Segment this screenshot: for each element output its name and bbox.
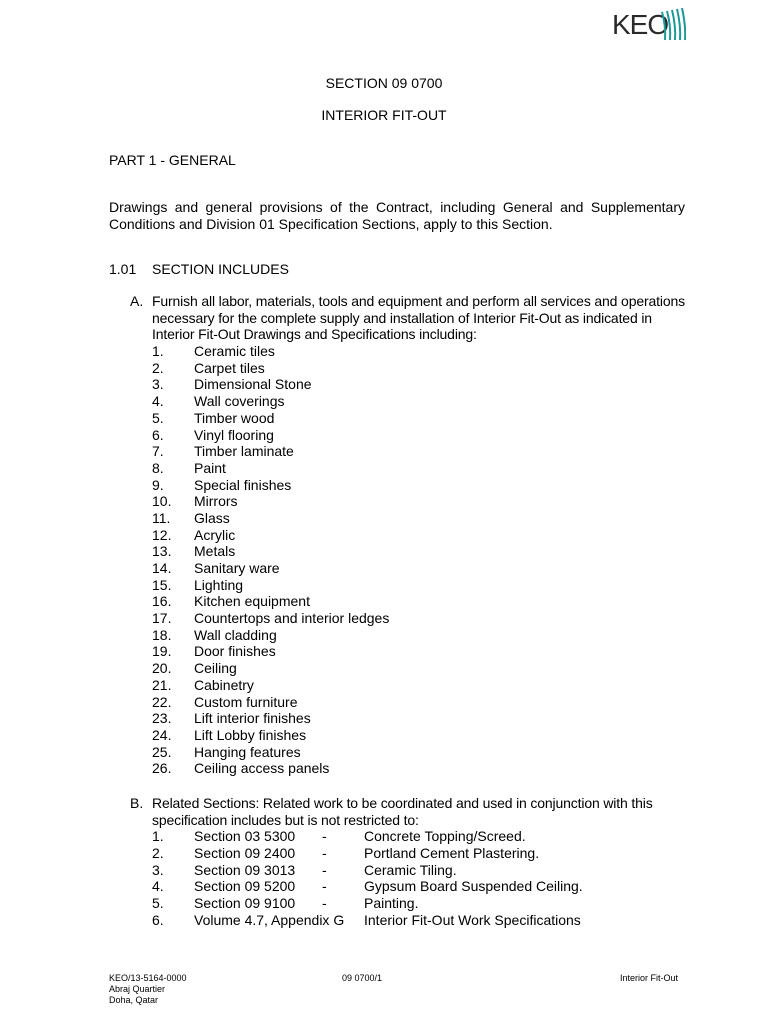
list-item bbox=[152, 727, 686, 744]
list-item bbox=[152, 460, 686, 477]
intro-paragraph: Drawings and general provisions of the Contract, including General and Supplementary Conditions and Division 01 Specification Sections, apply to this Section. bbox=[109, 199, 685, 232]
list-item bbox=[152, 912, 686, 929]
list-item-number: 6. bbox=[152, 911, 164, 928]
list-item-dash: - bbox=[322, 895, 327, 912]
list-item-number: 17. bbox=[152, 610, 172, 627]
list-item-text: Lighting bbox=[194, 576, 244, 593]
list-item bbox=[152, 593, 686, 610]
list-item bbox=[152, 376, 686, 393]
list-item-number: 21. bbox=[152, 676, 172, 693]
list-item-number: 1. bbox=[152, 828, 164, 845]
list-item-number: 18. bbox=[152, 626, 172, 643]
list-item bbox=[152, 510, 686, 527]
list-item-number: 25. bbox=[152, 743, 172, 760]
list-item-text: Wall cladding bbox=[194, 626, 277, 643]
related-sections-list bbox=[152, 828, 686, 928]
list-item bbox=[152, 577, 686, 594]
list-item bbox=[152, 610, 686, 627]
list-item bbox=[152, 493, 686, 510]
list-item-number: 24. bbox=[152, 726, 172, 743]
list-item-text: Timber laminate bbox=[194, 443, 294, 460]
list-item-number: 16. bbox=[152, 593, 172, 610]
list-item bbox=[152, 427, 686, 444]
list-item bbox=[152, 895, 686, 912]
list-item bbox=[152, 845, 686, 862]
list-item-dash: - bbox=[322, 861, 327, 878]
list-item bbox=[152, 677, 686, 694]
list-item bbox=[152, 760, 686, 777]
list-item-text: Acrylic bbox=[194, 526, 236, 543]
list-item bbox=[152, 627, 686, 644]
list-item bbox=[152, 828, 686, 845]
paragraph-letter: B. bbox=[130, 795, 144, 811]
footer-project-name: Abraj Quartier bbox=[109, 984, 166, 994]
article-heading bbox=[109, 261, 289, 278]
list-item bbox=[152, 710, 686, 727]
list-item bbox=[152, 878, 686, 895]
logo-text: KEO bbox=[612, 9, 669, 40]
list-item-description: Interior Fit-Out Work Specifications bbox=[364, 911, 581, 928]
list-item-text: Cabinetry bbox=[194, 676, 254, 693]
list-item-number: 1. bbox=[152, 343, 164, 360]
list-item-number: 20. bbox=[152, 660, 172, 677]
list-item-number: 8. bbox=[152, 459, 164, 476]
list-item-number: 5. bbox=[152, 409, 164, 426]
list-item-text: Section 09 2400 bbox=[194, 845, 296, 862]
list-item-text: Kitchen equipment bbox=[194, 593, 310, 610]
paragraph-b bbox=[130, 795, 686, 929]
list-item bbox=[152, 862, 686, 879]
list-item bbox=[152, 694, 686, 711]
list-item-number: 12. bbox=[152, 526, 172, 543]
list-item-dash: - bbox=[322, 828, 327, 845]
list-item bbox=[152, 527, 686, 544]
list-item-text: Volume 4.7, Appendix G bbox=[194, 911, 345, 928]
list-item bbox=[152, 393, 686, 410]
list-item-description: Ceramic Tiling. bbox=[364, 861, 457, 878]
list-item-dash: - bbox=[322, 845, 327, 862]
footer-section-name: Interior Fit-Out bbox=[620, 973, 679, 983]
list-item-number: 13. bbox=[152, 543, 172, 560]
list-item-text: Ceramic tiles bbox=[194, 343, 275, 360]
list-item-number: 9. bbox=[152, 476, 164, 493]
list-item bbox=[152, 560, 686, 577]
list-item bbox=[152, 443, 686, 460]
list-item-text: Mirrors bbox=[194, 493, 238, 510]
list-item-text: Countertops and interior ledges bbox=[194, 610, 390, 627]
list-item-text: Timber wood bbox=[194, 409, 275, 426]
list-item-text: Dimensional Stone bbox=[194, 376, 312, 393]
list-item-text: Ceiling access panels bbox=[194, 760, 330, 777]
logo-wave-icon bbox=[660, 8, 686, 42]
list-item-text: Section 09 3013 bbox=[194, 861, 296, 878]
list-item-number: 19. bbox=[152, 643, 172, 660]
list-item bbox=[152, 660, 686, 677]
list-item-dash: - bbox=[322, 878, 327, 895]
list-item bbox=[152, 744, 686, 761]
footer-project-code: KEO/13-5164-0000 bbox=[109, 973, 187, 983]
list-item-number: 26. bbox=[152, 760, 172, 777]
list-item-text: Special finishes bbox=[194, 476, 292, 493]
section-title: SECTION 09 0700 bbox=[325, 75, 443, 91]
list-item bbox=[152, 343, 686, 360]
paragraph-a bbox=[130, 293, 686, 777]
list-item-text: Sanitary ware bbox=[194, 560, 280, 577]
list-item-number: 3. bbox=[152, 861, 164, 878]
paragraph-text: Furnish all labor, materials, tools and equipment and perform all services and operations necessary for the complete supply and installation of Interior Fit-Out as indicated in Interior Fit-Out Drawings and Specifications including: bbox=[152, 293, 685, 343]
list-item-text: Carpet tiles bbox=[194, 359, 265, 376]
list-item bbox=[152, 477, 686, 494]
footer-page-number: 09 0700/1 bbox=[342, 973, 383, 983]
list-item-text: Glass bbox=[194, 509, 230, 526]
list-item-number: 4. bbox=[152, 878, 164, 895]
includes-list bbox=[152, 343, 686, 777]
list-item-text: Door finishes bbox=[194, 643, 276, 660]
list-item-number: 4. bbox=[152, 393, 164, 410]
list-item bbox=[152, 643, 686, 660]
list-item-number: 15. bbox=[152, 576, 172, 593]
list-item-text: Custom furniture bbox=[194, 693, 298, 710]
list-item bbox=[152, 410, 686, 427]
footer-location: Doha, Qatar bbox=[109, 995, 159, 1005]
list-item-text: Hanging features bbox=[194, 743, 301, 760]
section-subtitle: INTERIOR FIT-OUT bbox=[321, 107, 447, 123]
list-item-number: 23. bbox=[152, 710, 172, 727]
list-item-text: Metals bbox=[194, 543, 236, 560]
list-item-text: Section 09 9100 bbox=[194, 895, 296, 912]
list-item-number: 14. bbox=[152, 560, 172, 577]
list-item-description: Concrete Topping/Screed. bbox=[364, 828, 526, 845]
list-item-text: Paint bbox=[194, 459, 226, 476]
article-number: 1.01 bbox=[109, 261, 137, 277]
list-item-text: Section 03 5300 bbox=[194, 828, 296, 845]
list-item-text: Vinyl flooring bbox=[194, 426, 274, 443]
list-item-description: Portland Cement Plastering. bbox=[364, 845, 540, 862]
list-item-description: Gypsum Board Suspended Ceiling. bbox=[364, 878, 583, 895]
list-item bbox=[152, 543, 686, 560]
list-item-text: Ceiling bbox=[194, 660, 237, 677]
list-item-number: 3. bbox=[152, 376, 164, 393]
part-heading: PART 1 - GENERAL bbox=[109, 152, 236, 168]
list-item-number: 22. bbox=[152, 693, 172, 710]
list-item-number: 6. bbox=[152, 426, 164, 443]
list-item-number: 2. bbox=[152, 845, 164, 862]
list-item-number: 10. bbox=[152, 493, 172, 510]
keo-logo bbox=[612, 8, 686, 42]
list-item-number: 5. bbox=[152, 895, 164, 912]
paragraph-letter: A. bbox=[130, 293, 144, 309]
list-item-description: Painting. bbox=[364, 895, 419, 912]
list-item-text: Lift interior finishes bbox=[194, 710, 311, 727]
list-item bbox=[152, 360, 686, 377]
list-item-number: 7. bbox=[152, 443, 164, 460]
list-item-text: Lift Lobby finishes bbox=[194, 726, 307, 743]
article-title: SECTION INCLUDES bbox=[152, 261, 289, 277]
list-item-number: 11. bbox=[152, 509, 171, 526]
list-item-text: Section 09 5200 bbox=[194, 878, 296, 895]
list-item-number: 2. bbox=[152, 359, 164, 376]
list-item-text: Wall coverings bbox=[194, 393, 285, 410]
footer-left bbox=[109, 973, 187, 1006]
paragraph-text: Related Sections: Related work to be coordinated and used in conjunction with this specification includes but is not restricted to: bbox=[152, 795, 653, 828]
